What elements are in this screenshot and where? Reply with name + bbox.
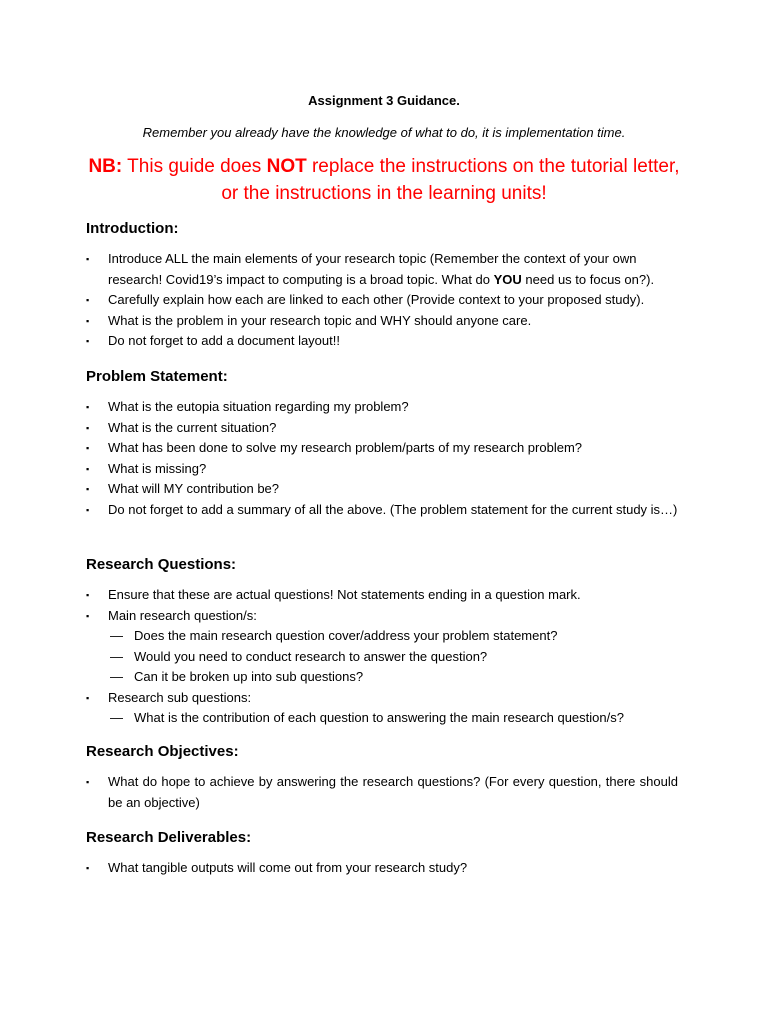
list-item xyxy=(86,249,678,290)
list-item-text: Carefully explain how each are linked to each other (Provide context to your proposed study). xyxy=(108,292,645,307)
list-item-text: What is the problem in your research topic and WHY should anyone care. xyxy=(108,312,532,328)
list-item xyxy=(86,459,678,480)
list-item-text: Research sub questions: xyxy=(108,689,252,705)
list-item-text: Do not forget to add a summary of all the above. (The problem statement for the current study is…) xyxy=(108,501,678,517)
document-title: Assignment 3 Guidance. xyxy=(308,93,460,108)
research-questions-section xyxy=(86,556,678,729)
sub-list-item xyxy=(108,647,678,668)
list-item xyxy=(86,772,678,813)
research-objectives-list xyxy=(86,772,678,813)
bullet-icon: ▪ xyxy=(86,443,90,453)
list-item-text: What tangible outputs will come out from your research study? xyxy=(108,860,468,875)
bullet-icon: ▪ xyxy=(86,863,90,873)
sub-list-item-text: Would you need to conduct research to answer the question? xyxy=(134,648,488,664)
bullet-icon: ▪ xyxy=(86,463,90,474)
research-deliverables-list xyxy=(86,858,678,879)
list-item-text: need us to focus on?). xyxy=(521,271,655,287)
document-subtitle: Remember you already have the knowledge of what to do, it is implementation time. xyxy=(142,125,626,140)
list-item-text: What will MY contribution be? xyxy=(108,481,280,496)
list-item xyxy=(86,500,678,521)
list-item xyxy=(86,438,678,459)
list-item-text: Introduce ALL the main elements of your research topic (Remember the context of your own research! Covid19’s impact to computing is a broad topic. What do xyxy=(108,251,637,287)
bullet-icon: ▪ xyxy=(86,484,90,494)
list-item xyxy=(86,688,678,729)
research-deliverables-heading: Research Deliverables: xyxy=(86,829,252,846)
problem-statement-list xyxy=(86,397,678,520)
nb-line-1 xyxy=(60,153,708,180)
sub-list-item-text: What is the contribution of each question to answering the main research question/s? xyxy=(134,710,624,725)
nb-label: NB: xyxy=(88,156,123,177)
bullet-icon: ▪ xyxy=(86,402,90,412)
problem-statement-section xyxy=(86,368,678,520)
list-item-emphasis: YOU xyxy=(493,271,522,287)
list-item xyxy=(86,331,678,352)
list-item xyxy=(86,290,678,311)
list-item xyxy=(86,397,678,418)
bullet-icon: ▪ xyxy=(86,254,90,264)
bullet-icon: ▪ xyxy=(86,590,90,600)
list-item-text: Ensure that these are actual questions! Not statements ending in a question mark. xyxy=(108,587,581,602)
sub-list-item xyxy=(108,626,678,647)
list-item-text: What is missing? xyxy=(108,460,207,476)
research-objectives-heading: Research Objectives: xyxy=(86,743,239,760)
research-questions-list xyxy=(86,585,678,729)
introduction-list xyxy=(86,249,678,352)
list-item-text: Main research question/s: xyxy=(108,607,257,623)
research-questions-heading: Research Questions: xyxy=(86,556,237,573)
nb-notice xyxy=(60,153,708,207)
list-item xyxy=(86,479,678,500)
sub-list-item-text: Does the main research question cover/address your problem statement? xyxy=(134,628,558,643)
dash-icon: — xyxy=(110,628,123,643)
introduction-section xyxy=(86,220,678,352)
nb-text-2: replace the instructions on the tutorial letter, xyxy=(306,156,680,177)
research-objectives-section xyxy=(86,743,678,813)
sub-list-item-text: Can it be broken up into sub questions? xyxy=(134,669,364,684)
list-item-text: Do not forget to add a document layout!! xyxy=(108,333,340,348)
list-item xyxy=(86,311,678,332)
problem-statement-heading: Problem Statement: xyxy=(86,368,228,385)
bullet-icon: ▪ xyxy=(86,777,90,787)
list-item-text: What is the eutopia situation regarding my problem? xyxy=(108,399,409,414)
bullet-icon: ▪ xyxy=(86,504,90,515)
bullet-icon: ▪ xyxy=(86,610,90,621)
dash-icon: — xyxy=(110,648,123,664)
introduction-heading: Introduction: xyxy=(86,220,179,237)
research-deliverables-section xyxy=(86,829,678,879)
list-item xyxy=(86,585,678,606)
list-item xyxy=(86,606,678,688)
sub-question-sublist xyxy=(108,708,678,729)
sub-list-item xyxy=(108,708,678,729)
nb-line-2: or the instructions in the learning units! xyxy=(221,183,547,204)
dash-icon: — xyxy=(110,710,123,725)
list-item-text: What has been done to solve my research problem/parts of my research problem? xyxy=(108,440,583,455)
bullet-icon: ▪ xyxy=(86,315,90,326)
bullet-icon: ▪ xyxy=(86,422,90,433)
list-item-text: What is the current situation? xyxy=(108,419,277,435)
list-item xyxy=(86,418,678,439)
bullet-icon: ▪ xyxy=(86,692,90,703)
list-item xyxy=(86,858,678,879)
bullet-icon: ▪ xyxy=(86,336,90,346)
nb-text-1: This guide does xyxy=(122,156,267,177)
sub-list-item xyxy=(108,667,678,688)
list-item-text: What do hope to achieve by answering the research questions? (For every question, there should be an objective) xyxy=(108,774,678,810)
nb-emphasis: NOT xyxy=(266,156,307,177)
dash-icon: — xyxy=(110,669,123,684)
main-question-sublist xyxy=(108,626,678,688)
bullet-icon: ▪ xyxy=(86,295,90,305)
